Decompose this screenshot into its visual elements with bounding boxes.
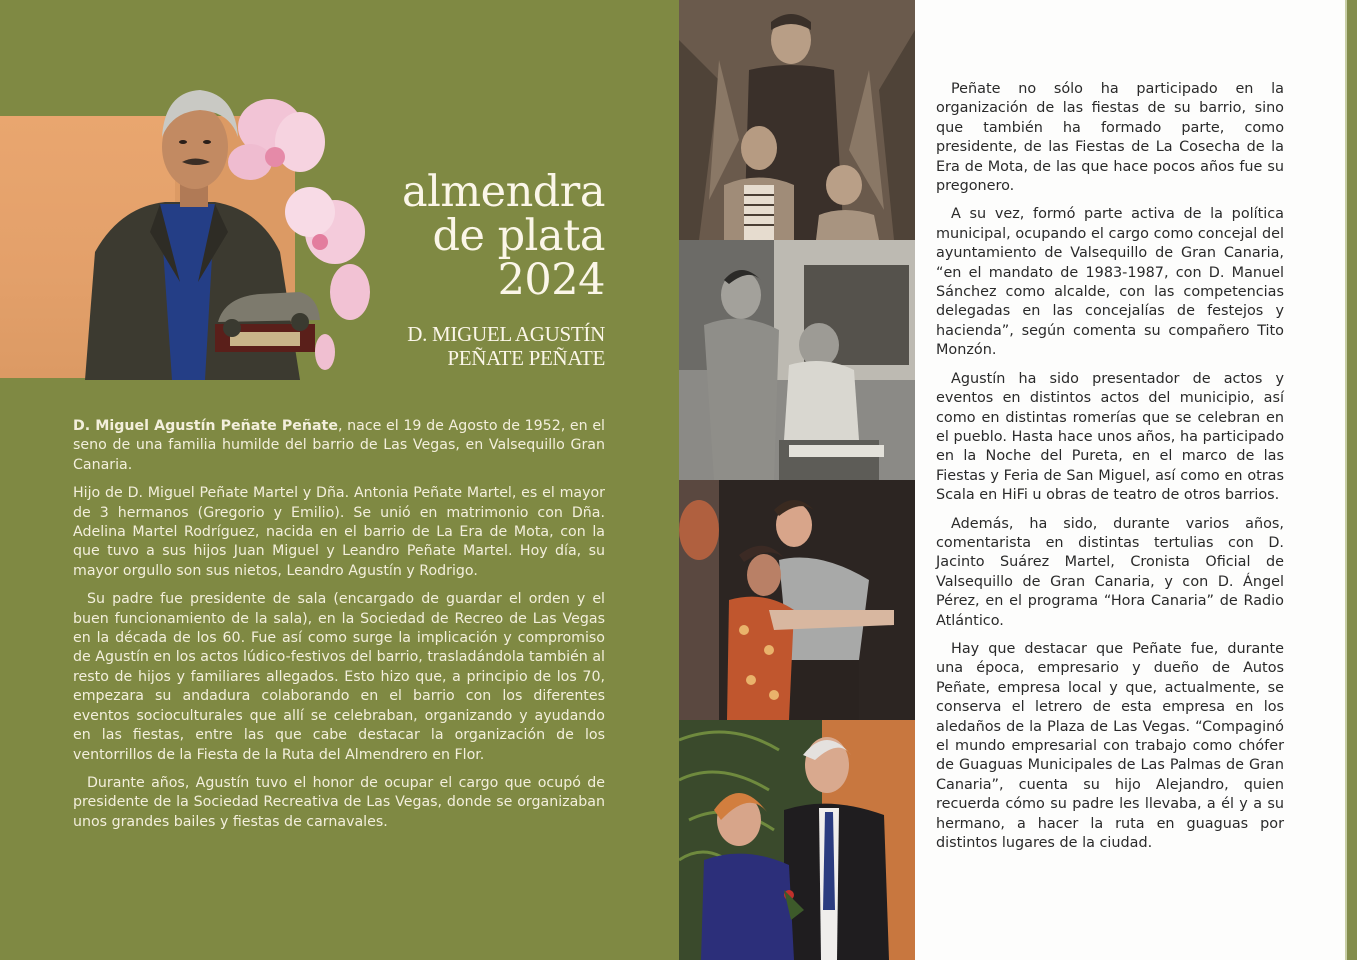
portrait-with-trophy-photo [0, 82, 370, 380]
title-line-3: 2024 [497, 255, 605, 305]
right-body-text [936, 80, 1284, 862]
paragraph-politics: A su vez, formó parte activa de la política municipal, ocupando el cargo como concejal del ayuntamiento de Valsequillo de Gran Canaria, “en el mandato de 1983-1987, con D. Manuel Sánchez como alcalde, con las competencias delegadas en las concejalías de festejos y hacienda”, según comenta su compañero Tito Monzón. [936, 206, 1284, 359]
subtitle-line-2: PEÑATE PEÑATE [447, 346, 605, 370]
paragraph-commentator: Además, ha sido, durante varios años, comentarista en distintas tertulias con D. Jacinto Suárez Martel, Cronista Oficial de Valsequillo de Gran Canaria, y con D. Ángel Pérez, en el programa “Hora Canaria” de Radio Atlántico. [936, 515, 1284, 629]
article-title [401, 167, 605, 370]
title-line-1: almendra [401, 167, 605, 217]
paragraph-fiestas: Peñate no sólo ha participado en la organización de las fiestas de su barrio, sino que también ha formado parte, como presidente, de las Fiestas de La Cosecha de la Era de Mota, de las que hace pocos años fue su pregonero. [936, 81, 1284, 195]
portrait-illustration [0, 82, 370, 380]
paragraph-family: Hijo de D. Miguel Peñate Martel y Dña. Antonia Peñate Martel, es el mayor de 3 hermanos (Gregorio y Emilio). Se unió en matrimonio con Dña. Adelina Martel Rodríguez, nacida en el barrio de La Era de Mota, con la que tuvo a sus hijos Juan Miguel y Leandro Peñate Martel. Hoy día, su mayor orgullo son sus nietos, Leandro Agustín y Rodrigo. [73, 485, 605, 579]
photo-strip [679, 0, 915, 960]
paragraph-business: Hay que destacar que Peñate fue, durante una época, empresario y dueño de Autos Peñate, empresa local y que, actualmente, se conserva el letrero de esta empresa en los aledaños de la Plaza de Las Vegas. “Compaginó el mundo empresarial con trabajo como chófer de Guaguas Municipales de Las Palmas de Gran Canaria”, cuenta su hijo Alejandro, quien recuerda cómo su padre les llevaba, a él y a su hermano, a hacer la ruta en guaguas por distintos lugares de la ciudad. [936, 640, 1284, 852]
three-boys-sepia-photo [679, 0, 915, 240]
paragraph-presidency: Durante años, Agustín tuvo el honor de ocupar el cargo que ocupó de presidente de la Sociedad Recreativa de Las Vegas, donde se organizaban unos grandes bailes y fiestas de carnavales. [73, 774, 605, 830]
left-body-text [73, 417, 605, 841]
subtitle-line-1: D. MIGUEL AGUSTÍN [407, 322, 605, 346]
paragraph-father: Su padre fue presidente de sala (encargado de guardar el orden y el buen funcionamiento de la sala), en la Sociedad de Recreo de Las Vegas en la década de los 60. Fue así como surge la implicación y compromiso de Agustín en los actos lúdico-festivos del barrio, trasladándola también al resto de hijos y familiares allegados. Esto hizo que, a principio de los 70, empezara su andadura colaborando en el barrio con los diferentes eventos socioculturales que allí se celebraban, organizando y ayudando en las fiestas, entre las que cabe destacar la organización de los ventorrillos de la Fiesta de la Ruta del Almendrero en Flor. [73, 591, 605, 763]
page-edge-stripe [1345, 0, 1357, 960]
paragraph-birth [73, 417, 605, 475]
couple-portrait-color-photo [679, 720, 915, 960]
honoree-name-bold: D. Miguel Agustín Peñate Peñate [73, 418, 338, 434]
barber-scene-bw-photo [679, 240, 915, 480]
title-line-2: de plata [432, 211, 605, 261]
paragraph-birth-text: , nace el 19 de Agosto de 1952, en el seno de una familia humilde del barrio de Las Vegas, en Valsequillo Gran Canaria. [73, 418, 605, 473]
honoree-name [402, 322, 605, 370]
paragraph-presenter: Agustín ha sido presentador de actos y eventos en distintos actos del municipio, así como en distintas romerías que se celebran en el pueblo. Hasta hace unos años, ha participado en la Noche del Pureta, en el marco de las Fiestas y Feria de San Miguel, así como en otras Scala en HiFi u obras de teatro de otros barrios. [936, 370, 1284, 504]
dancing-couple-color-photo [679, 480, 915, 720]
